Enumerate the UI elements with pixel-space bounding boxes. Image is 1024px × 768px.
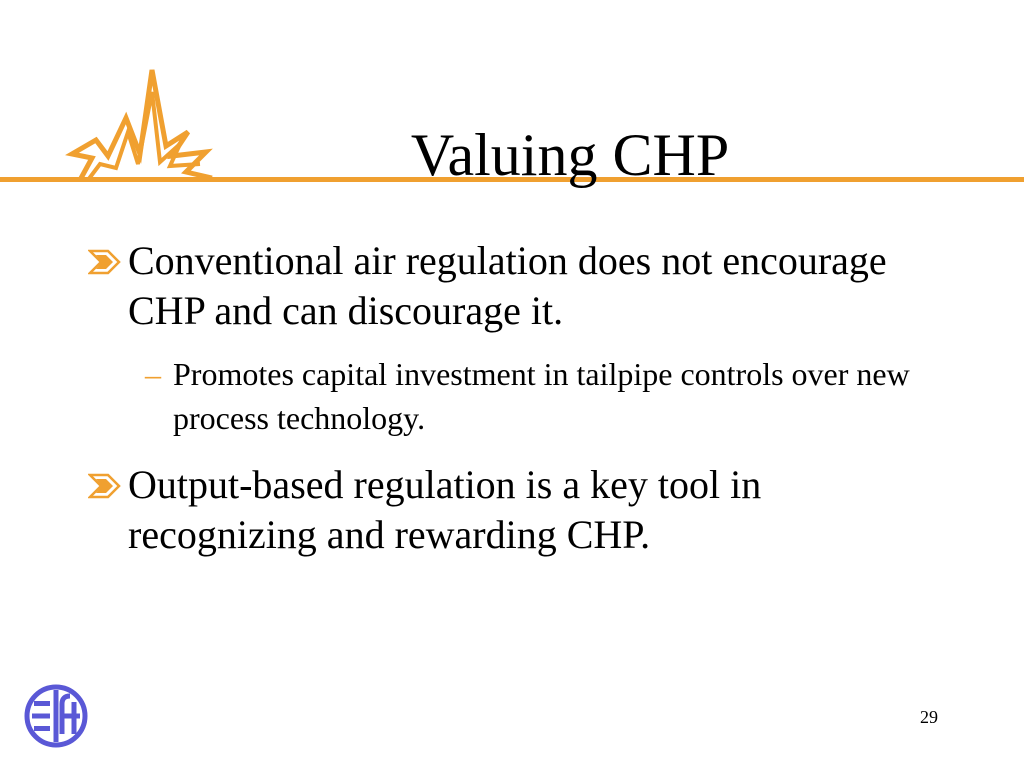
arrow-bullet-icon [88,248,122,276]
bullet-item [88,236,948,336]
arrow-bullet-icon [88,472,122,500]
bullet-item [88,460,948,560]
sub-bullet-text: Promotes capital investment in tailpipe controls over new process technology. [173,356,910,436]
dash-bullet-icon: – [145,356,161,392]
bullet-text: Output-based regulation is a key tool in recognizing and rewarding CHP. [128,462,762,557]
slide-title: Valuing CHP [410,122,730,188]
organization-logo [24,684,88,748]
starburst-logo [0,60,240,190]
bullet-text: Conventional air regulation does not encourage CHP and can discourage it. [128,238,887,333]
sub-bullet-item [145,352,945,440]
page-number: 29 [920,707,938,727]
